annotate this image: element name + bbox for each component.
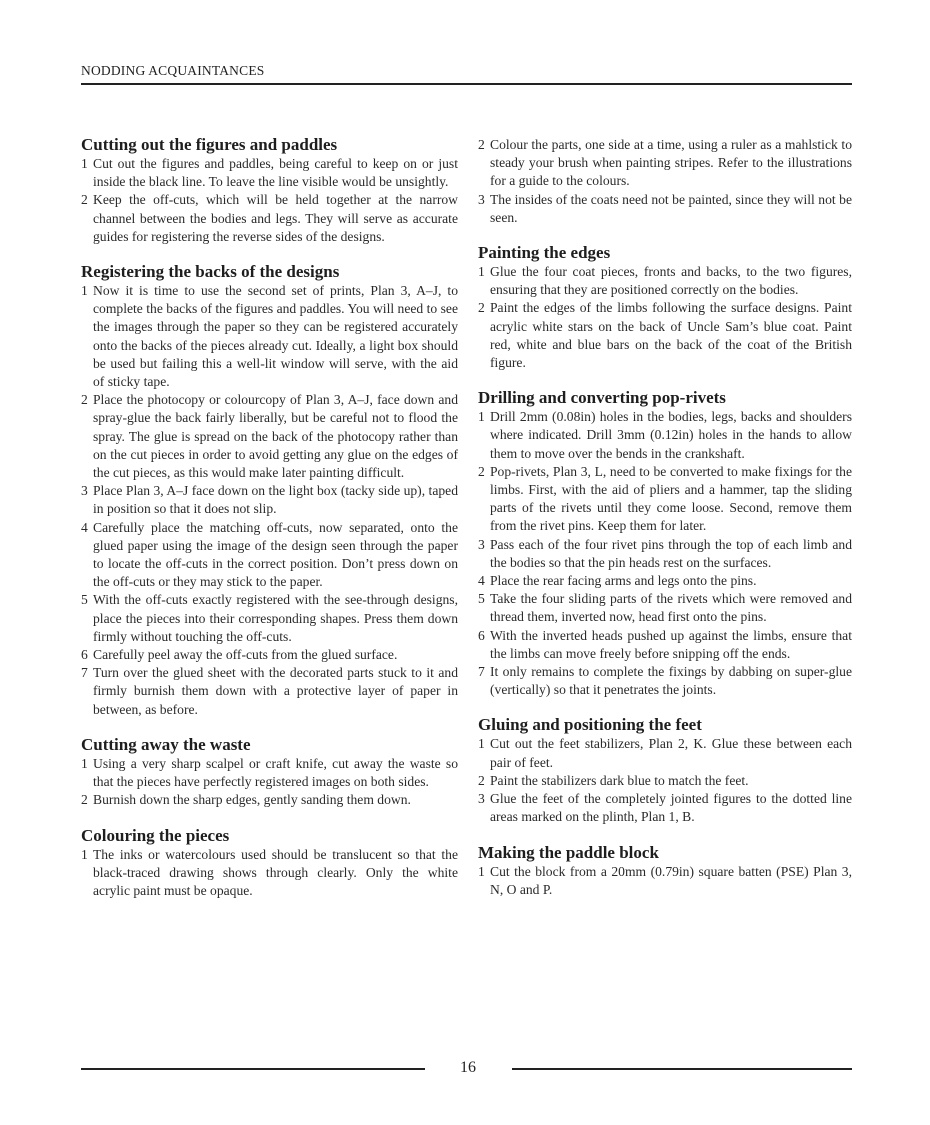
section [81, 262, 458, 719]
page-number: 16 [460, 1059, 476, 1076]
numbered-step [478, 136, 852, 191]
step-number: 2 [81, 392, 88, 408]
section [478, 715, 852, 826]
step-number: 1 [81, 755, 88, 771]
numbered-step [478, 263, 852, 299]
step-text: With the inverted heads pushed up against the limbs, ensure that the limbs can move freely before snipping off the ends. [490, 627, 852, 661]
step-text: Pop-rivets, Plan 3, L, need to be converted to make fixings for the limbs. First, with the aid of pliers and a hammer, tap the sliding parts of the rivets until they come loose. Second, remove them from the rivet pins. Keep them for later. [490, 463, 852, 534]
section [81, 735, 458, 810]
numbered-step [478, 663, 852, 699]
numbered-step [81, 482, 458, 518]
step-text: Carefully peel away the off-cuts from the glued surface. [93, 647, 398, 663]
numbered-step [478, 590, 852, 626]
step-text: Keep the off-cuts, which will be held together at the narrow channel between the bodies and legs. They will serve as accurate guides for registering the reverse sides of the designs. [93, 192, 458, 244]
section [478, 388, 852, 699]
numbered-step [81, 591, 458, 646]
step-number: 1 [81, 283, 88, 299]
section [81, 826, 458, 901]
step-number: 2 [478, 463, 485, 479]
section-heading: Drilling and converting pop-rivets [478, 388, 726, 408]
step-number: 4 [478, 573, 485, 589]
left-column [81, 135, 458, 912]
step-number: 3 [478, 191, 485, 207]
numbered-step [478, 863, 852, 899]
step-text: Pass each of the four rivet pins through the top of each limb and the bodies so that the pin heads rest on the surfaces. [490, 536, 852, 570]
header-rule [81, 83, 852, 85]
numbered-step [81, 519, 458, 592]
section [81, 135, 458, 246]
numbered-step [81, 646, 458, 664]
step-text: Cut the block from a 20mm (0.79in) square batten (PSE) Plan 3, N, O and P. [490, 863, 852, 897]
step-number: 7 [81, 665, 88, 681]
numbered-step [81, 191, 458, 246]
numbered-step [81, 391, 458, 482]
numbered-step [478, 299, 852, 372]
step-text: Colour the parts, one side at a time, using a ruler as a mahlstick to steady your brush when painting stripes. Refer to the illustrations for a guide to the colours. [490, 137, 852, 189]
section [478, 843, 852, 899]
step-number: 2 [478, 772, 485, 788]
step-text: Place Plan 3, A–J face down on the light box (tacky side up), taped in position so that it does not slip. [93, 483, 458, 517]
step-number: 1 [81, 156, 88, 171]
section-heading: Making the paddle block [478, 842, 659, 862]
step-number: 3 [478, 791, 485, 807]
numbered-step [478, 772, 852, 790]
numbered-step [81, 791, 458, 809]
step-text: Paint the edges of the limbs following the surface designs. Paint acrylic white stars on the back of Uncle Sam’s blue coat. Paint red, white and blue bars on the back of the coat of the British figure. [490, 300, 852, 371]
numbered-step [478, 191, 852, 227]
step-number: 6 [478, 627, 485, 643]
step-number: 6 [81, 647, 88, 663]
step-text: Drill 2mm (0.08in) holes in the bodies, legs, backs and shoulders where indicated. Drill 3mm (0.12in) holes in the hands to allow them to move over the bends in the crankshaft. [490, 409, 852, 461]
step-number: 1 [478, 264, 485, 280]
section-heading: Colouring the pieces [81, 825, 230, 845]
numbered-step [478, 735, 852, 771]
step-number: 1 [478, 409, 485, 425]
numbered-step [478, 536, 852, 572]
numbered-step [478, 572, 852, 590]
step-text: Paint the stabilizers dark blue to match the feet. [490, 772, 749, 788]
numbered-step [81, 755, 458, 791]
step-text: Glue the feet of the completely jointed figures to the dotted line areas marked on the plinth, Plan 1, B. [490, 791, 852, 825]
section-heading: Painting the edges [478, 243, 611, 263]
section [478, 243, 852, 372]
numbered-step [81, 155, 458, 191]
numbered-step [81, 664, 458, 719]
step-number: 7 [478, 664, 485, 680]
step-number: 5 [81, 592, 88, 608]
step-text: Place the photocopy or colourcopy of Plan 3, A–J, face down and spray-glue the back fairly liberally, but be careful not to flood the spray. The glue is spread on the back of the photocopy rather than on the cut pieces in order to avoid getting any glue on the edges of the cut pieces, as this would make later painting difficult. [93, 392, 458, 481]
step-number: 1 [81, 846, 88, 862]
step-number: 1 [478, 863, 485, 879]
step-text: Burnish down the sharp edges, gently sanding them down. [93, 792, 411, 808]
step-number: 3 [478, 536, 485, 552]
running-head: NODDING ACQUAINTANCES [81, 63, 265, 78]
step-number: 5 [478, 591, 485, 607]
step-text: With the off-cuts exactly registered with the see-through designs, place the pieces into their corresponding shapes. Press them down firmly without touching the off-cuts. [93, 592, 458, 644]
numbered-step [81, 846, 458, 901]
step-text: Carefully place the matching off-cuts, now separated, onto the glued paper using the image of the design seen through the paper to locate the off-cuts in the correct position. Don’t press down on the off-cuts or they may stick to the paper. [93, 519, 458, 590]
step-text: Glue the four coat pieces, fronts and backs, to the two figures, ensuring that they are positioned correctly on the bodies. [490, 264, 852, 298]
step-text: Cut out the figures and paddles, being careful to keep on or just inside the black line. To leave the line visible would be unsightly. [93, 156, 458, 190]
section-heading: Cutting out the figures and paddles [81, 135, 338, 154]
step-text: Place the rear facing arms and legs onto the pins. [490, 573, 757, 589]
step-number: 1 [478, 736, 485, 752]
step-text: The inks or watercolours used should be translucent so that the black-traced drawing shows through clearly. Only the white acrylic paint must be opaque. [93, 846, 458, 898]
step-text: Cut out the feet stabilizers, Plan 2, K. Glue these between each pair of feet. [490, 736, 852, 770]
step-text: Now it is time to use the second set of prints, Plan 3, A–J, to complete the backs of the figures and paddles. You will need to see the images through the paper so they can be registered accurately onto the backs of the pieces already cut. Ideally, a light box should be used but failing this a well-lit window will serve, with the aid of sticky tape. [93, 283, 458, 390]
numbered-step [81, 282, 458, 391]
step-text: Take the four sliding parts of the rivets which were removed and thread them, inverted now, head first onto the pins. [490, 591, 852, 625]
step-number: 2 [81, 792, 88, 808]
section [478, 136, 852, 227]
footer-rule-right [512, 1068, 852, 1070]
section-heading: Gluing and positioning the feet [478, 715, 702, 735]
step-number: 2 [81, 192, 88, 208]
right-column [478, 136, 852, 915]
numbered-step [478, 463, 852, 536]
step-number: 2 [478, 137, 485, 152]
step-text: Using a very sharp scalpel or craft knife, cut away the waste so that the pieces have perfectly registered images on both sides. [93, 755, 458, 790]
step-number: 2 [478, 300, 485, 316]
section-heading: Registering the backs of the designs [81, 262, 340, 282]
step-text: It only remains to complete the fixings by dabbing on super-glue (vertically) so that it penetrates the joints. [490, 664, 852, 698]
step-text: The insides of the coats need not be painted, since they will not be seen. [490, 191, 852, 225]
footer-rule-left [81, 1068, 425, 1070]
section-heading: Cutting away the waste [81, 734, 251, 754]
step-number: 4 [81, 519, 88, 535]
numbered-step [478, 408, 852, 463]
numbered-step [478, 627, 852, 663]
step-text: Turn over the glued sheet with the decorated parts stuck to it and firmly burnish them down with a protective layer of paper in between, as before. [93, 665, 458, 717]
step-number: 3 [81, 483, 88, 499]
numbered-step [478, 790, 852, 826]
